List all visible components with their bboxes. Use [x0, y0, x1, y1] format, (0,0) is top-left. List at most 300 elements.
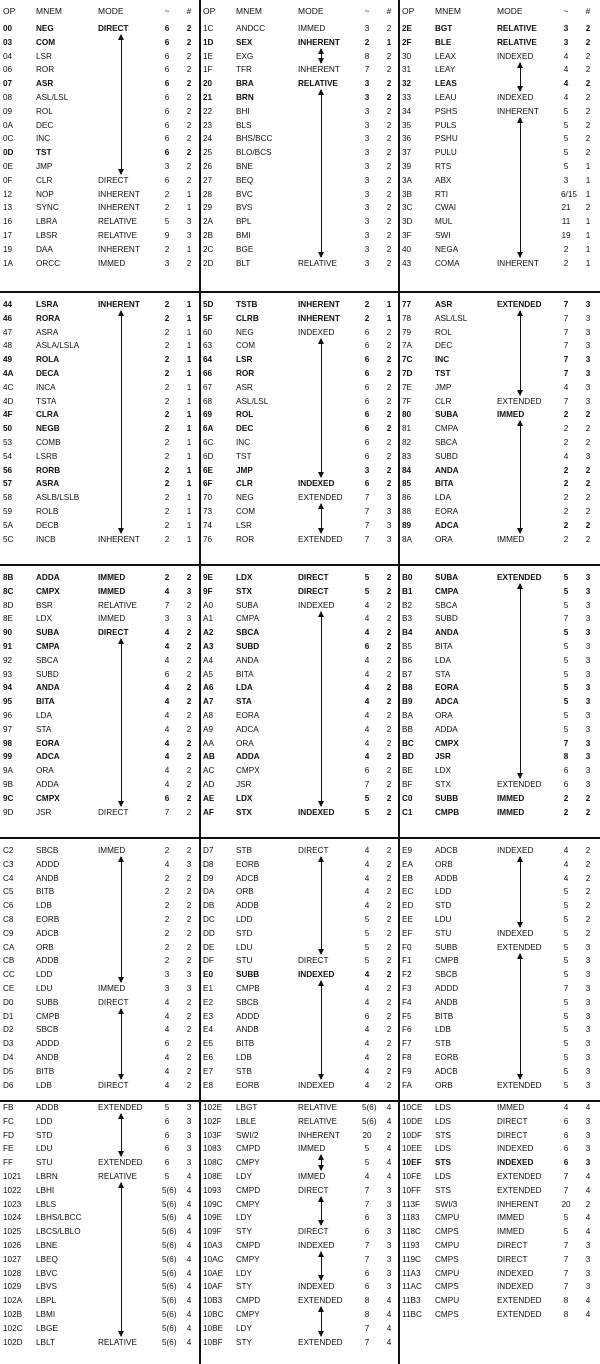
opcode-cell: F2	[402, 970, 412, 980]
bytes-cell: 2	[386, 79, 392, 89]
table-row	[0, 765, 199, 777]
cycles-cell: 6	[563, 1144, 569, 1154]
opcode-cell: 2A	[203, 217, 214, 227]
mode-cell: IMMED	[497, 793, 525, 803]
mnemonic-cell: ROR	[236, 369, 255, 378]
range-arrow	[121, 1009, 122, 1079]
opcode-cell: 60	[203, 327, 213, 337]
table-row	[0, 669, 199, 681]
opcode-cell: 69	[203, 410, 213, 420]
mnemonic-cell: CMPU	[435, 1241, 460, 1250]
mnemonic-cell: ASR	[435, 300, 453, 309]
opcode-cell: 10AC	[203, 1254, 224, 1264]
bytes-cell: 3	[585, 956, 591, 966]
bytes-cell: 3	[585, 1144, 591, 1154]
opcode-cell: A3	[203, 642, 214, 651]
mnemonic-cell: BITB	[236, 1039, 255, 1049]
table-row	[399, 682, 598, 694]
table-row	[0, 900, 199, 912]
table-row	[0, 969, 199, 981]
mode-cell: INDEXED	[298, 1282, 335, 1292]
bytes-cell: 3	[186, 231, 192, 240]
cycles-cell: 5	[563, 1227, 569, 1237]
mnemonic-cell: LBGE	[36, 1323, 58, 1333]
opcode-cell: D8	[203, 859, 214, 869]
header-mode: MODE	[298, 6, 324, 16]
cycles-cell: 5	[563, 1039, 569, 1049]
table-row	[0, 492, 199, 504]
bytes-cell: 2	[186, 65, 192, 75]
mnemonic-cell: JMP	[36, 162, 53, 171]
table-row	[0, 534, 199, 546]
bytes-cell: 3	[585, 300, 591, 309]
table-row	[0, 92, 199, 104]
bytes-cell: 2	[386, 970, 392, 980]
mnemonic-cell: ASL/LSL	[435, 313, 468, 323]
cycles-cell: 5	[563, 573, 569, 582]
table-row	[399, 1143, 598, 1155]
table-row	[399, 437, 598, 449]
mnemonic-cell: ROLB	[36, 507, 59, 516]
opcode-cell: 12	[3, 189, 13, 199]
cycles-cell: 3	[364, 217, 370, 227]
header-op: OP	[402, 6, 415, 16]
cycles-cell: 5	[563, 928, 569, 938]
cycles-cell: 7	[563, 341, 569, 351]
cycles-cell: 2	[164, 479, 170, 489]
mnemonic-cell: COMB	[36, 438, 61, 447]
opcode-cell: 91	[3, 642, 13, 651]
bytes-cell: 1	[186, 438, 192, 447]
opcode-cell: 1C	[203, 24, 214, 33]
cycles-cell: 5	[563, 134, 569, 144]
bytes-cell: 3	[585, 573, 591, 582]
opcode-cell: F7	[402, 1039, 412, 1049]
table-row	[0, 1024, 199, 1036]
cycles-cell: 5	[563, 586, 569, 596]
mnemonic-cell: JSR	[435, 752, 451, 762]
cycles-cell: 6	[364, 766, 370, 776]
opcode-cell: 48	[3, 341, 13, 351]
table-row	[0, 845, 199, 857]
table-row	[0, 189, 199, 201]
cycles-cell: 4	[364, 1172, 370, 1181]
bytes-cell: 2	[186, 780, 192, 789]
opcode-cell: 84	[402, 465, 412, 475]
bytes-cell: 3	[585, 984, 591, 993]
bytes-cell: 4	[186, 1254, 192, 1264]
bytes-cell: 3	[585, 1011, 591, 1021]
mnemonic-cell: ANDA	[435, 465, 459, 475]
cycles-cell: 5(6)	[162, 1323, 177, 1333]
mnemonic-cell: ADDD	[36, 1039, 60, 1049]
table-row	[0, 997, 199, 1009]
table-row	[200, 724, 399, 736]
bytes-cell: 2	[386, 586, 392, 596]
opcode-cell: 0E	[3, 162, 14, 171]
table-row	[0, 106, 199, 118]
opcode-cell: C1	[402, 807, 413, 817]
bytes-cell: 3	[585, 752, 591, 762]
table-row	[399, 409, 598, 421]
opcode-cell: B4	[402, 628, 413, 638]
mode-cell: DIRECT	[497, 1116, 528, 1126]
table-row	[0, 955, 199, 967]
bytes-cell: 1	[186, 396, 192, 406]
cycles-cell: 2	[563, 410, 569, 420]
bytes-cell: 2	[585, 79, 591, 89]
cycles-cell: 7	[364, 1185, 370, 1195]
opcode-cell: EC	[402, 887, 414, 897]
mode-cell: RELATIVE	[98, 1337, 137, 1347]
table-row	[200, 1185, 399, 1197]
opcode-cell: C2	[3, 846, 14, 855]
mnemonic-cell: JSR	[236, 780, 252, 789]
mnemonic-cell: ROR	[236, 534, 255, 544]
mnemonic-cell: LDS	[435, 1144, 451, 1154]
opcode-cell: 73	[203, 507, 213, 516]
cycles-cell: 3	[364, 79, 370, 89]
table-row	[0, 258, 199, 270]
bytes-cell: 3	[186, 217, 192, 227]
table-row	[200, 64, 399, 76]
bytes-cell: 2	[585, 24, 591, 33]
table-row	[399, 120, 598, 132]
mnemonic-cell: BITB	[435, 1011, 454, 1021]
mode-cell: DIRECT	[497, 1130, 528, 1140]
mode-cell: EXTENDED	[497, 1080, 542, 1090]
mnemonic-cell: STB	[236, 1066, 252, 1076]
table-row	[399, 23, 598, 35]
opcode-cell: CC	[3, 970, 15, 980]
table-row	[0, 942, 199, 954]
mode-cell: INHERENT	[98, 534, 140, 544]
table-row	[399, 465, 598, 477]
opcode-cell: 10CE	[402, 1103, 423, 1112]
bytes-cell: 2	[585, 846, 591, 855]
opcode-cell: 7F	[402, 396, 412, 406]
bytes-cell: 2	[386, 697, 392, 707]
bytes-cell: 2	[186, 697, 192, 707]
mnemonic-cell: EORB	[435, 1053, 459, 1062]
opcode-cell: 102C	[3, 1323, 23, 1333]
cycles-cell: 2	[164, 846, 170, 855]
cycles-cell: 5	[364, 942, 370, 952]
opcode-cell: 70	[203, 493, 213, 503]
opcode-cell: 11A3	[402, 1268, 421, 1278]
bytes-cell: 2	[585, 65, 591, 75]
bytes-cell: 2	[386, 711, 392, 720]
table-row	[399, 600, 598, 612]
mnemonic-cell: LEAU	[435, 93, 457, 102]
cycles-cell: 2	[164, 341, 170, 351]
table-row	[0, 873, 199, 885]
mnemonic-cell: LDS	[435, 1116, 451, 1126]
opcode-cell: 9B	[3, 780, 14, 789]
table-row	[200, 983, 399, 995]
range-arrow	[520, 118, 521, 257]
cycles-cell: 5	[563, 106, 569, 116]
table-row	[0, 1157, 199, 1169]
bytes-cell: 3	[186, 1144, 192, 1154]
bytes-cell: 2	[386, 175, 392, 185]
mnemonic-cell: CMPY	[236, 1254, 260, 1264]
bytes-cell: 3	[585, 382, 591, 392]
cycles-cell: 6	[563, 1158, 569, 1168]
mnemonic-cell: ADDD	[36, 859, 60, 869]
opcode-cell: A1	[203, 614, 214, 624]
mnemonic-cell: ORB	[36, 942, 54, 952]
table-row	[0, 147, 199, 159]
cycles-cell: 3	[364, 465, 370, 475]
cycles-cell: 4	[563, 1103, 569, 1112]
cycles-cell: 5	[563, 600, 569, 610]
table-row	[200, 900, 399, 912]
opcode-cell: 47	[3, 327, 13, 337]
mnemonic-cell: RORB	[36, 465, 61, 475]
opcode-cell: 5F	[203, 313, 213, 323]
mnemonic-cell: LDU	[36, 1144, 53, 1154]
bytes-cell: 2	[585, 93, 591, 102]
cycles-cell: 6	[563, 1130, 569, 1140]
mode-cell: EXTENDED	[298, 493, 343, 503]
mode-cell: IMMED	[98, 586, 126, 596]
bytes-cell: 2	[585, 915, 591, 924]
opcode-cell: DE	[203, 942, 215, 952]
table-row	[200, 368, 399, 380]
mnemonic-cell: SYNC	[36, 203, 59, 213]
cycles-cell: 2	[164, 410, 170, 420]
range-arrow	[520, 954, 521, 1079]
bytes-cell: 3	[585, 1254, 591, 1264]
bytes-cell: 2	[386, 655, 392, 665]
mnemonic-cell: LBPL	[36, 1296, 57, 1306]
mode-cell: INDEXED	[497, 1144, 534, 1154]
bytes-cell: 3	[386, 1254, 392, 1264]
cycles-cell: 4	[164, 711, 170, 720]
cycles-cell: 3	[364, 244, 370, 254]
bytes-cell: 1	[186, 313, 192, 323]
opcode-cell: DD	[203, 928, 215, 938]
mnemonic-cell: LBLS	[36, 1199, 57, 1209]
table-row	[0, 779, 199, 791]
table-row	[200, 230, 399, 242]
cycles-cell: 6/15	[561, 189, 577, 199]
table-row	[200, 641, 399, 653]
bytes-cell: 3	[585, 724, 591, 734]
opcode-cell: 1027	[3, 1254, 22, 1264]
table-row	[0, 451, 199, 463]
mode-cell: EXTENDED	[497, 396, 542, 406]
opcode-cell: FB	[3, 1103, 14, 1112]
cycles-cell: 7	[364, 1199, 370, 1209]
opcode-cell: F1	[402, 956, 412, 966]
opcode-cell: 10BC	[203, 1310, 224, 1319]
bytes-cell: 2	[386, 628, 392, 638]
mode-cell: INHERENT	[497, 106, 539, 116]
mode-cell: DIRECT	[98, 807, 129, 817]
cycles-cell: 5	[563, 1080, 569, 1090]
mnemonic-cell: STB	[435, 1039, 451, 1049]
bytes-cell: 3	[585, 642, 591, 651]
bytes-cell: 2	[386, 327, 392, 337]
mode-cell: RELATIVE	[98, 231, 137, 240]
mnemonic-cell: LDD	[236, 915, 253, 924]
bytes-cell: 2	[585, 120, 591, 130]
bytes-cell: 2	[386, 382, 392, 392]
cycles-cell: 6	[164, 1158, 170, 1168]
opcode-cell: D5	[3, 1066, 14, 1076]
mnemonic-cell: LBSR	[36, 231, 58, 240]
opcode-cell: B0	[402, 573, 413, 582]
table-row	[399, 133, 598, 145]
bytes-cell: 3	[585, 586, 591, 596]
bytes-cell: 2	[186, 915, 192, 924]
mnemonic-cell: ANDB	[36, 1053, 59, 1062]
opcode-cell: 102F	[203, 1116, 222, 1126]
bytes-cell: 1	[186, 203, 192, 213]
bytes-cell: 1	[386, 313, 392, 323]
bytes-cell: 3	[386, 1227, 392, 1237]
table-row	[200, 175, 399, 187]
mnemonic-cell: ANDA	[236, 655, 259, 665]
bytes-cell: 2	[186, 738, 192, 748]
opcode-cell: 1023	[3, 1199, 22, 1209]
table-row	[200, 1157, 399, 1169]
mode-cell: RELATIVE	[497, 37, 537, 47]
bytes-cell: 2	[186, 683, 192, 693]
opcode-cell: 19	[3, 244, 13, 254]
table-row	[200, 313, 399, 325]
bytes-cell: 2	[386, 24, 392, 33]
mnemonic-cell: LSR	[36, 51, 52, 61]
table-row	[200, 423, 399, 435]
table-row	[0, 928, 199, 940]
opcode-cell: 16	[3, 217, 13, 227]
table-row	[200, 354, 399, 366]
table-row	[200, 710, 399, 722]
table-row	[399, 983, 598, 995]
bytes-cell: 1	[186, 493, 192, 503]
bytes-cell: 1	[186, 300, 192, 309]
opcode-cell: 5A	[3, 520, 14, 530]
mnemonic-cell: ADDB	[435, 873, 458, 883]
mnemonic-cell: ADDA	[236, 752, 260, 762]
mnemonic-cell: EORA	[435, 683, 459, 693]
mnemonic-cell: CMPX	[36, 586, 60, 596]
mnemonic-cell: LDX	[236, 793, 253, 803]
table-row	[200, 1038, 399, 1050]
table-row	[0, 423, 199, 435]
cycles-cell: 2	[164, 520, 170, 530]
mnemonic-cell: SBCA	[435, 600, 458, 610]
mnemonic-cell: STU	[236, 956, 253, 966]
opcode-cell: C3	[3, 859, 14, 869]
cycles-cell: 6	[364, 369, 370, 378]
bytes-cell: 3	[585, 997, 591, 1007]
bytes-cell: 3	[386, 1185, 392, 1195]
cycles-cell: 3	[164, 258, 170, 268]
opcode-cell: 36	[402, 134, 412, 144]
opcode-cell: 17	[3, 231, 13, 240]
table-row	[200, 299, 399, 311]
header-op: OP	[3, 6, 16, 16]
cycles-cell: 2	[164, 915, 170, 924]
mnemonic-cell: LBLT	[36, 1337, 55, 1347]
table-row	[0, 1212, 199, 1224]
table-row	[200, 1066, 399, 1078]
cycles-cell: 6	[364, 479, 370, 489]
table-row	[399, 1052, 598, 1064]
mnemonic-cell: CMPS	[435, 1227, 459, 1237]
opcode-cell: A2	[203, 628, 214, 638]
table-column	[0, 0, 199, 1364]
opcode-cell: 29	[203, 203, 213, 213]
bytes-cell: 2	[386, 148, 392, 158]
opcode-cell: 10BE	[203, 1323, 224, 1333]
cycles-cell: 4	[563, 451, 569, 461]
mnemonic-cell: BGT	[435, 24, 453, 33]
cycles-cell: 4	[364, 614, 370, 624]
mnemonic-cell: CMPA	[435, 586, 459, 596]
mnemonic-cell: LDB	[435, 1025, 451, 1035]
cycles-cell: 4	[164, 642, 170, 651]
mnemonic-cell: LDY	[236, 1323, 252, 1333]
bytes-cell: 2	[585, 438, 591, 447]
opcode-cell: C9	[3, 928, 14, 938]
mnemonic-cell: LSRB	[36, 451, 58, 461]
bytes-cell: 2	[186, 106, 192, 116]
cycles-cell: 7	[164, 600, 170, 610]
header-bytes: #	[186, 6, 192, 16]
mode-cell: EXTENDED	[98, 1103, 143, 1112]
opcode-cell: 4A	[3, 369, 14, 378]
table-row	[200, 396, 399, 408]
mode-cell: INDEXED	[497, 1158, 534, 1168]
table-row	[399, 258, 598, 270]
opcode-cell: 6F	[203, 479, 213, 489]
opcode-cell: 2C	[203, 244, 214, 254]
table-row	[200, 37, 399, 49]
opcode-cell: E0	[203, 970, 214, 980]
bytes-cell: 2	[585, 887, 591, 897]
table-row	[399, 161, 598, 173]
opcode-cell: FA	[402, 1080, 413, 1090]
mnemonic-cell: ADCB	[236, 873, 259, 883]
cycles-cell: 4	[563, 51, 569, 61]
range-arrow	[520, 857, 521, 927]
mode-cell: EXTENDED	[497, 573, 542, 582]
mnemonic-cell: BITB	[36, 887, 55, 897]
mode-cell: INHERENT	[98, 189, 140, 199]
bytes-cell: 2	[386, 928, 392, 938]
cycles-cell: 2	[164, 327, 170, 337]
table-row	[200, 1199, 399, 1211]
cycles-cell: 6	[164, 1039, 170, 1049]
cycles-cell: 2	[164, 873, 170, 883]
bytes-cell: 3	[585, 683, 591, 693]
opcode-cell: 46	[3, 313, 13, 323]
cycles-cell: 11	[561, 217, 571, 227]
mnemonic-cell: LBRN	[36, 1172, 58, 1181]
cycles-cell: 8	[563, 1310, 569, 1319]
table-row	[0, 1268, 199, 1280]
mnemonic-cell: BPL	[236, 217, 252, 227]
cycles-cell: 6	[364, 1227, 370, 1237]
table-row	[0, 354, 199, 366]
mode-cell: DIRECT	[298, 573, 329, 582]
cycles-cell: 2	[563, 807, 569, 817]
